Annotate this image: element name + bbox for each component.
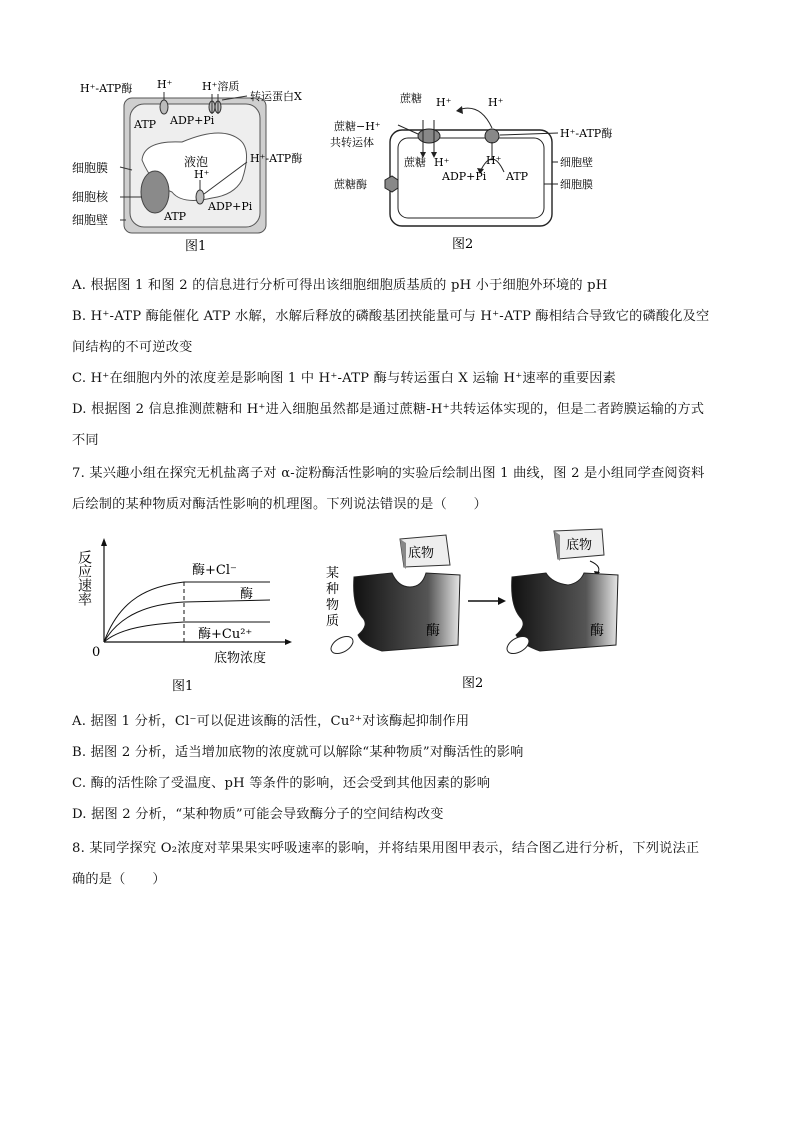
fig1-label-transporter-x: 转运蛋白X — [250, 90, 302, 103]
fig2-label-sucrose-in: 蔗糖 — [404, 156, 426, 169]
fig2-label-cotransporter-2: 共转运体 — [330, 136, 374, 149]
fig2-label-atp: ATP — [506, 170, 529, 183]
fig1-label-h-atpase-right: H⁺-ATP酶 — [250, 152, 303, 165]
q7-fig1-curve-enzyme: 酶 — [240, 587, 254, 602]
fig2-label-h-top-b: H⁺ — [488, 96, 504, 109]
q7-fig1-xlabel: 底物浓度 — [214, 651, 267, 666]
fig1-label-h-atpase-tl: H⁺-ATP酶 — [80, 82, 133, 95]
fig2-label-h-atpase: H⁺-ATP酶 — [560, 127, 613, 140]
q6-option-d: D. 根据图 2 信息推测蔗糖和 H⁺进入细胞虽然都是通过蔗糖-H⁺共转运体实现的，但是二者跨膜运输的方式 不同 — [72, 402, 705, 448]
q7-fig1-ylabel: 反应速率 — [76, 550, 92, 606]
fig1-label-vacuole: 液泡 — [184, 155, 209, 169]
fig2-label-h-in-b: H⁺ — [486, 154, 502, 167]
fig1-label-h-top: H⁺ — [157, 78, 173, 91]
fig1-caption: 图1 — [185, 239, 207, 254]
q7-fig2-caption: 图2 — [462, 676, 484, 691]
fig2-label-cell-membrane: 细胞膜 — [560, 178, 593, 191]
q7-fig1-curve-cl: 酶+Cl⁻ — [192, 563, 237, 578]
svg-text:质: 质 — [326, 614, 340, 629]
q7-figure-1-rate-curves — [76, 538, 300, 703]
q7-option-a: A. 据图 1 分析，Cl⁻可以促进该酶的活性，Cu²⁺对该酶起抑制作用 — [72, 714, 470, 729]
q7-fig2-enzyme-2: 酶 — [590, 623, 604, 639]
fig1-label-atp-bottom: ATP — [164, 210, 187, 223]
fig1-label-adp-pi-bottom: ADP+Pi — [208, 200, 253, 213]
q7-fig2-enzyme-1: 酶 — [426, 623, 440, 639]
fig1-label-h-solute: H⁺溶质 — [202, 80, 240, 93]
fig2-label-sucrose-top: 蔗糖 — [400, 92, 422, 105]
q7-stem: 7. 某兴趣小组在探究无机盐离子对 α-淀粉酶活性影响的实验后绘制出图 1 曲线，图 2 是小组同学查阅资料 后绘制的某种物质对酶活性影响的机理图。下列说法错误的是（ ） — [72, 466, 705, 512]
q7-option-d: D. 据图 2 分析，“某种物质”可能会导致酶分子的空间结构改变 — [72, 807, 444, 822]
q6-option-c: C. H⁺在细胞内外的浓度差是影响图 1 中 H⁺-ATP 酶与转运蛋白 X 运输 H⁺速率的重要因素 — [72, 371, 617, 386]
fig1-label-atp-top: ATP — [134, 118, 157, 131]
svg-text:种: 种 — [326, 582, 340, 597]
fig1-label-cell-wall: 细胞壁 — [72, 213, 109, 227]
q6-option-b: B. H⁺-ATP 酶能催化 ATP 水解，水解后释放的磷酸基团挟能量可与 H⁺-ATP 酶相结合导致它的磷酸化及空 间结构的不可逆改变 — [72, 309, 710, 355]
figure-1-cell-diagram — [72, 70, 332, 255]
fig2-label-adp-pi: ADP+Pi — [442, 170, 487, 183]
fig1-label-cell-membrane: 细胞膜 — [72, 161, 109, 175]
figure-2-sucrose-transport-diagram — [330, 80, 650, 255]
q7-fig1-origin: 0 — [92, 645, 101, 660]
fig2-label-h-in-a: H⁺ — [434, 156, 450, 169]
q7-figure-2-mechanism — [322, 525, 642, 695]
fig2-label-cotransporter-1: 蔗糖−H⁺ — [334, 120, 381, 133]
svg-text:某: 某 — [326, 566, 340, 581]
fig2-label-h-top-a: H⁺ — [436, 96, 452, 109]
fig2-label-sucrase: 蔗糖酶 — [334, 178, 367, 191]
q7-fig2-some-substance-label — [326, 566, 339, 629]
q6-option-a: A. 根据图 1 和图 2 的信息进行分析可得出该细胞细胞质基质的 pH 小于细胞外环境的 pH — [72, 278, 608, 293]
q8-stem: 8. 某同学探究 O₂浓度对苹果果实呼吸速率的影响，并将结果用图甲表示，结合图乙进行分析，下列说法正 确的是（ ） — [72, 841, 700, 887]
q7-fig2-substrate-1: 底物 — [408, 546, 435, 561]
q7-fig2-substrate-2: 底物 — [566, 538, 593, 553]
fig2-caption: 图2 — [452, 237, 474, 252]
svg-text:物: 物 — [326, 598, 340, 613]
q7-option-c: C. 酶的活性除了受温度、pH 等条件的影响，还会受到其他因素的影响 — [72, 776, 491, 791]
fig1-label-nucleus: 细胞核 — [72, 190, 109, 204]
fig1-label-adp-pi-top: ADP+Pi — [170, 114, 215, 127]
q7-fig1-curve-cu: 酶+Cu²⁺ — [198, 627, 253, 642]
fig2-label-cell-wall: 细胞壁 — [560, 156, 593, 169]
q7-option-b: B. 据图 2 分析，适当增加底物的浓度就可以解除“某种物质”对酶活性的影响 — [72, 745, 524, 760]
q7-fig1-caption: 图1 — [172, 679, 194, 694]
fig1-label-h-inner: H⁺ — [194, 168, 210, 181]
